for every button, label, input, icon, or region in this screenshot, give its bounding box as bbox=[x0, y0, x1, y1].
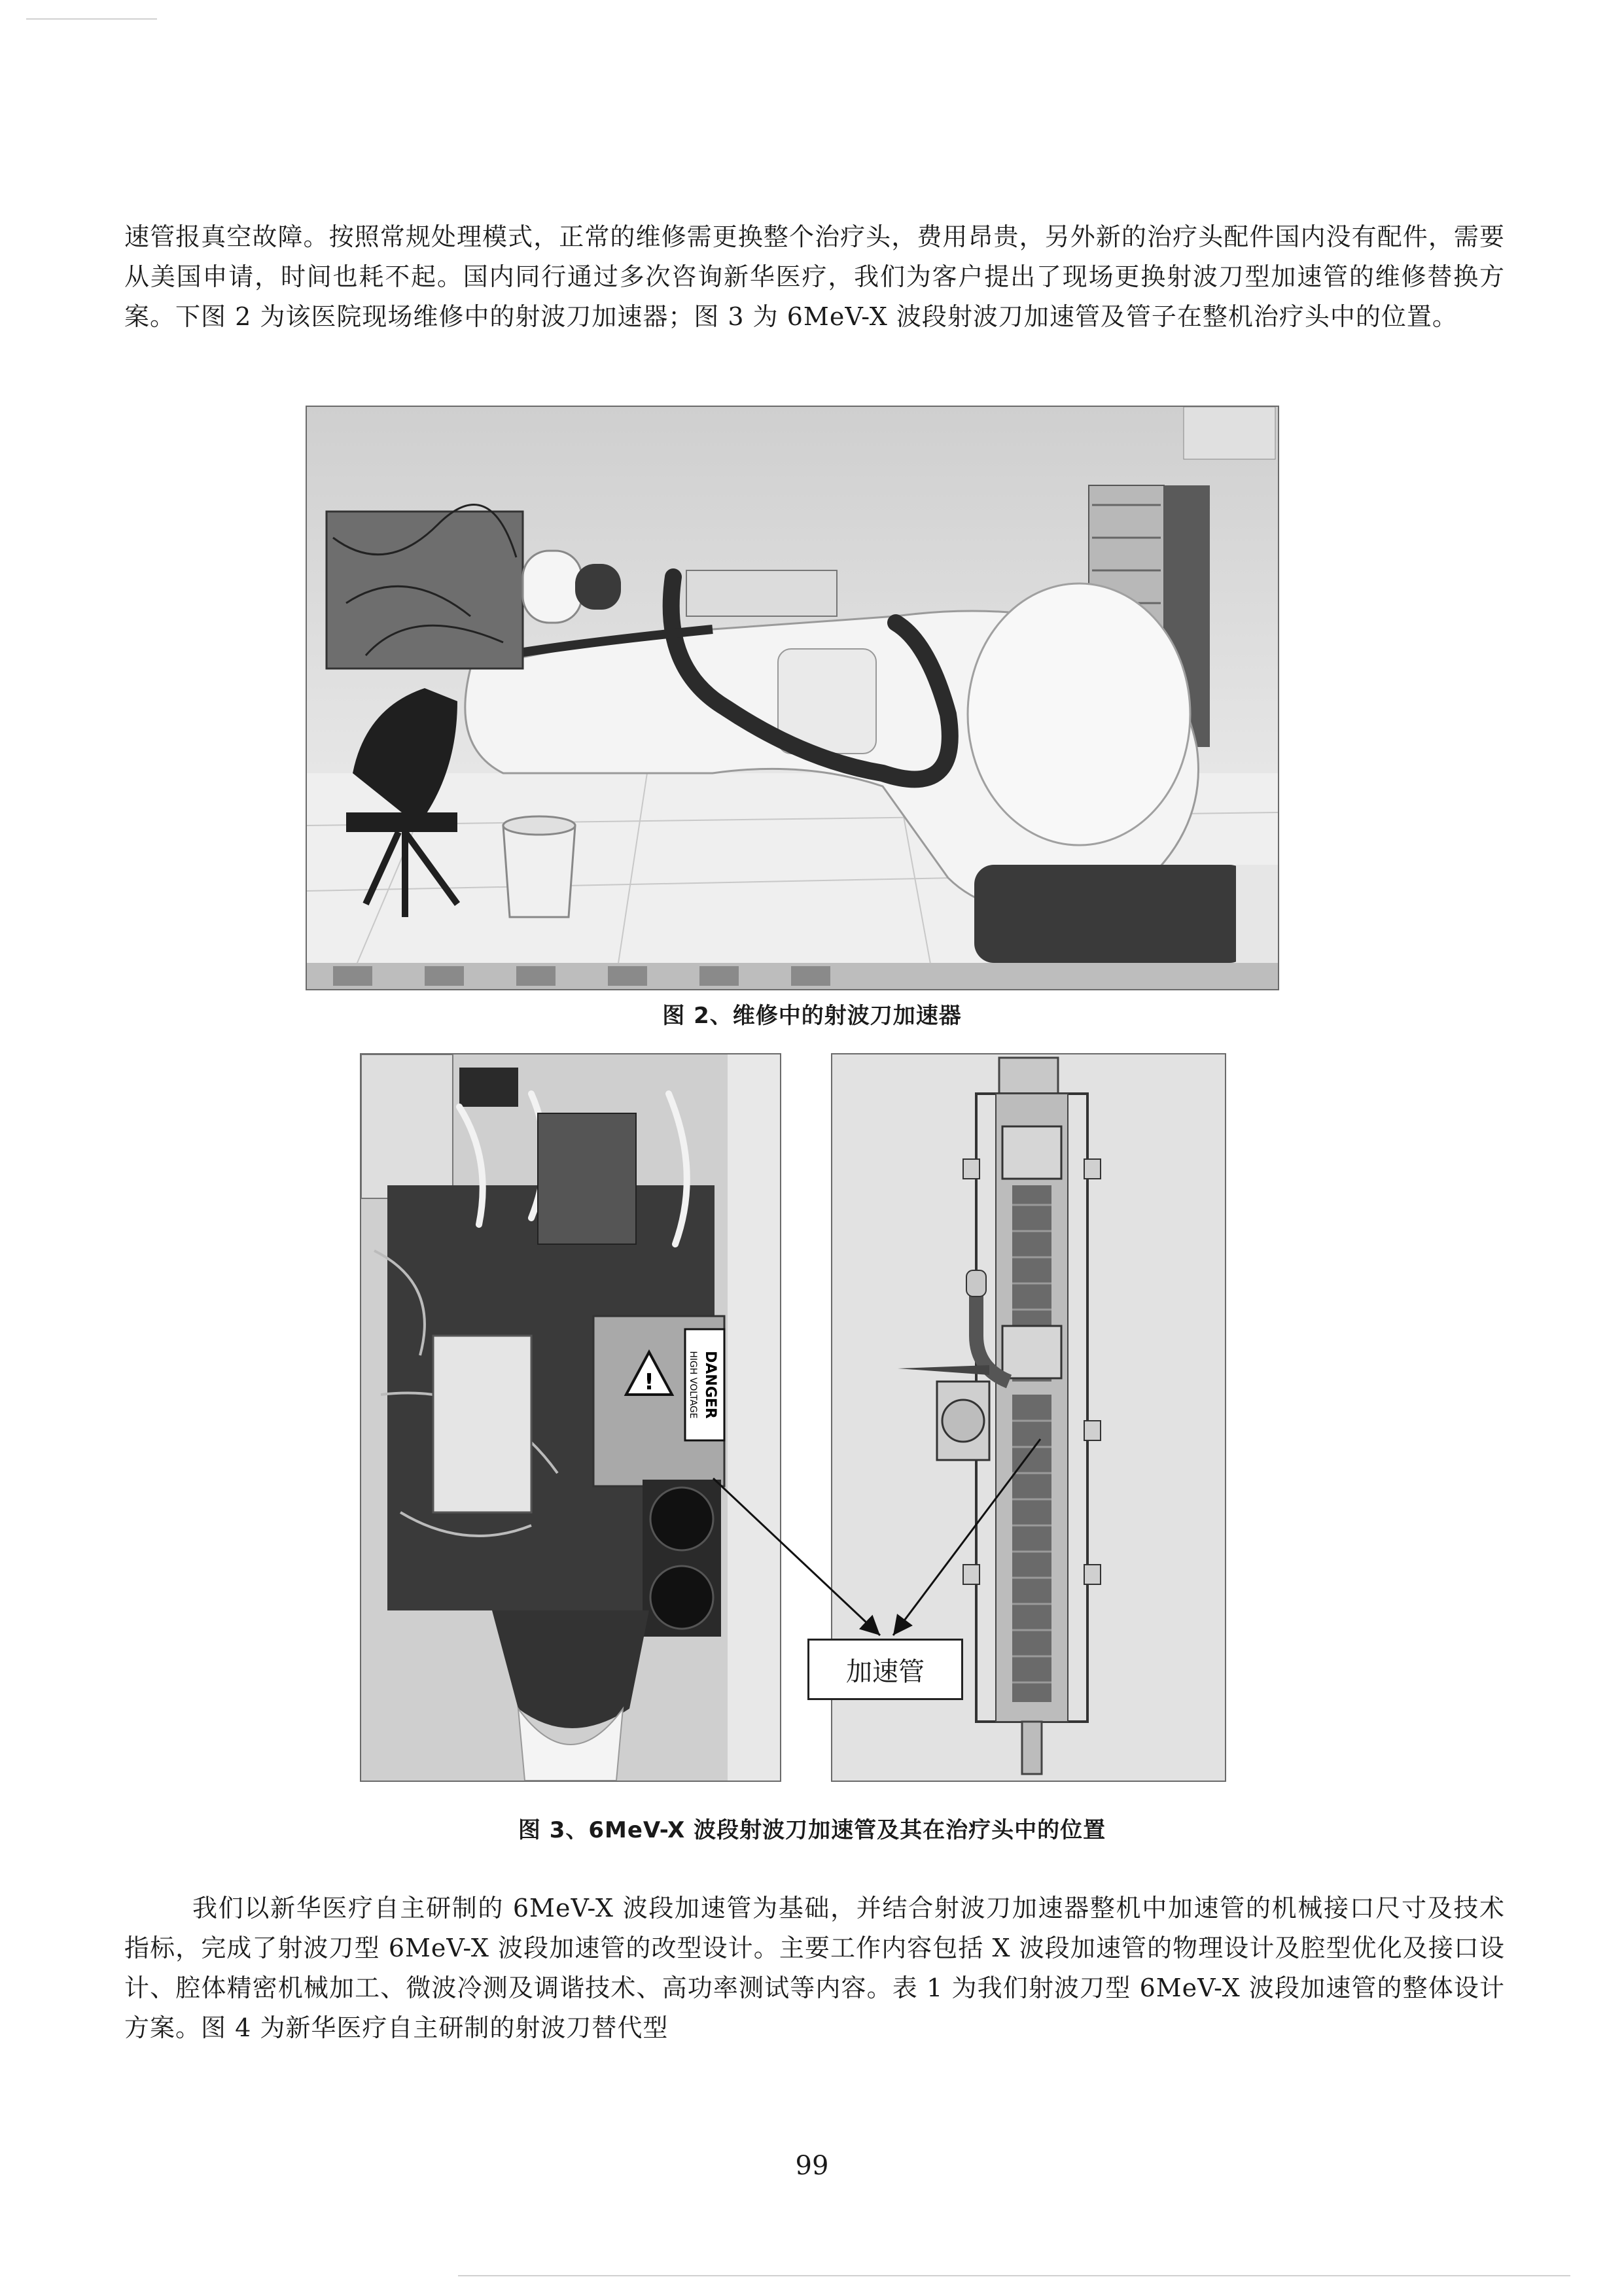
danger-label: DANGER bbox=[702, 1351, 718, 1419]
figure-3-caption: 图 3、6MeV-X 波段射波刀加速管及其在治疗头中的位置 bbox=[518, 1817, 1106, 1843]
body-paragraph-2: 我们以新华医疗自主研制的 6MeV-X 波段加速管为基础，并结合射波刀加速器整机中加速管的机械接口尺寸及技术指标，完成了射波刀型 6MeV-X 波段加速管的改型设计。主要工作内容包括 X 波段加速管的物理设计及腔型优化及接口设计、腔体精密机械加工、微波冷测及调谐技术、高功率测试等内容。表 1 为我们射波刀型 6MeV-X 波段加速管的整体设计方案。图 4 为新华医疗自主研制的射波刀替代型 bbox=[124, 1894, 1505, 2042]
page-number: 99 bbox=[795, 2151, 829, 2181]
figure-2-caption: 图 2、维修中的射波刀加速器 bbox=[662, 1003, 962, 1029]
high-voltage-label: HIGH VOLTAGE bbox=[688, 1351, 698, 1419]
body-paragraph-1: 速管报真空故障。按照常规处理模式，正常的维修需更换整个治疗头，费用昂贵，另外新的治疗头配件国内没有配件，需要从美国申请，时间也耗不起。国内同行通过多次咨询新华医疗，我们为客户提出了现场更换射波刀型加速管的维修替换方案。下图 2 为该医院现场维修中的射波刀加速器；图 3 为 6MeV-X 波段射波刀加速管及管子在整机治疗头中的位置。 bbox=[124, 222, 1505, 331]
robot-photo-illustration bbox=[307, 407, 1278, 989]
top-scan-rule bbox=[26, 18, 157, 20]
accelerator-tube-callout: 加速管 bbox=[807, 1639, 963, 1700]
svg-text:!: ! bbox=[644, 1369, 654, 1395]
figure-2-photo bbox=[306, 406, 1279, 990]
treatment-head-illustration bbox=[361, 1054, 780, 1781]
figure-3-treatment-head-photo bbox=[360, 1053, 781, 1782]
bottom-scan-rule bbox=[458, 2275, 1570, 2276]
